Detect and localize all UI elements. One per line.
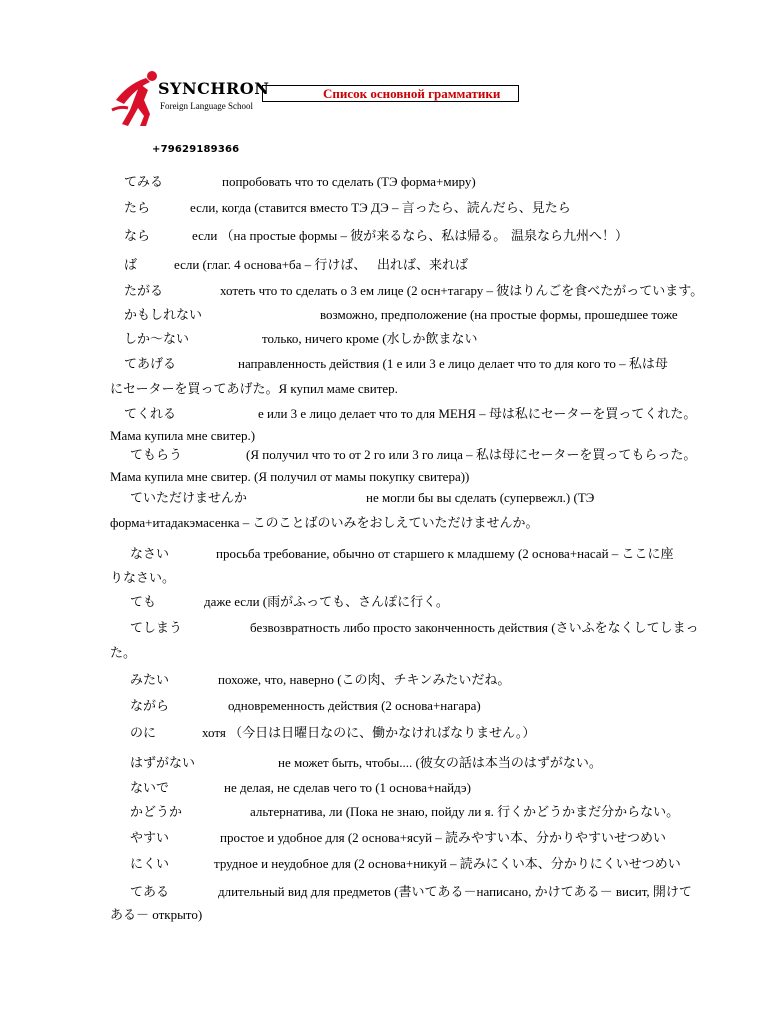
grammar-term: たら (124, 200, 151, 215)
grammar-term: やすい (130, 830, 170, 845)
grammar-description: даже если (雨がふっても、さんぽに行く。 (204, 594, 449, 609)
grammar-description: попробовать что то сделать (ТЭ форма+миру) (222, 174, 476, 189)
grammar-description: только, ничего кроме (水しか飲まない (262, 331, 478, 346)
grammar-term: てある (130, 884, 170, 899)
grammar-term: てしまう (130, 620, 183, 635)
grammar-term: てもらう (130, 447, 183, 462)
grammar-description-ruby: 温泉なら九州へ！） (511, 228, 629, 243)
school-logo (110, 70, 270, 130)
grammar-description-cont: ある－ открыто) (110, 907, 203, 922)
grammar-term: てみる (124, 174, 164, 189)
grammar-term: なさい (130, 546, 170, 561)
grammar-term: てあげる (124, 356, 177, 371)
grammar-description: альтернатива, ли (Пока не знаю, пойду ли я. 行くかどうかまだ分からない。 (250, 804, 680, 819)
grammar-description: похоже, что, наверно (この肉、チキンみたいだね。 (218, 672, 511, 687)
logo-figure-icon (110, 70, 162, 128)
grammar-description: простое и удобное для (2 основа+ясуй – 読みやすい本、分かりやすいせつめい (220, 830, 667, 845)
grammar-term: たがる (124, 283, 164, 298)
grammar-description: одновременность действия (2 основа+нагара) (228, 698, 481, 713)
grammar-description: длительный вид для предметов (書いてある－написано, かけてある－ висит, 開けて (218, 884, 692, 899)
grammar-term: かもしれない (124, 307, 203, 322)
phone-number: +79629189366 (152, 144, 240, 155)
grammar-term: かどうか (130, 804, 183, 819)
grammar-description: направленность действия (1 е или 3 е лицо делает что то для кого то – 私は母 (238, 356, 668, 371)
grammar-description-cont: た。 (110, 645, 137, 660)
grammar-description: если （на простые формы – 彼が来るなら、私は帰る。 (192, 228, 507, 243)
grammar-description-cont: Мама купила мне свитер. (Я получил от мамы покупку свитера)) (110, 469, 470, 484)
grammar-term: みたい (130, 672, 170, 687)
grammar-term: ても (130, 594, 157, 609)
grammar-description-cont: にセーターを買ってあげた。Я купил маме свитер. (110, 381, 398, 396)
grammar-term: にくい (130, 856, 170, 871)
grammar-description-cont: форма+итадакэмасенка – このことばのいみをおしえていただけませんか。 (110, 515, 539, 530)
grammar-description: трудное и неудобное для (2 основа+никуй – 読みにくい本、分かりにくいせつめい (214, 856, 681, 871)
school-subtitle: Foreign Language School (160, 101, 253, 111)
brand-name: SYNCHRON (158, 79, 270, 98)
grammar-term: しか～ない (124, 331, 190, 346)
grammar-description: возможно, предположение (на простые формы, прошедшее тоже (320, 307, 678, 322)
grammar-term: ないで (130, 780, 170, 795)
grammar-description: если (глаг. 4 основа+ба – 行けば、 (174, 257, 367, 272)
grammar-term: はずがない (130, 755, 196, 770)
grammar-term: てくれる (124, 406, 177, 421)
page-title: Список основной грамматики (323, 86, 501, 101)
grammar-term: ば (124, 257, 138, 272)
grammar-term: のに (130, 725, 157, 740)
grammar-description: не могли бы вы сделать (супервежл.) (ТЭ (366, 490, 595, 505)
grammar-description: не делая, не сделав чего то (1 основа+найдэ) (224, 780, 471, 795)
grammar-description: е или 3 е лицо делает что то для МЕНЯ – 母は私にセーターを買ってくれた。 (258, 406, 697, 421)
grammar-description: хотя （今日は日曜日なのに、働かなければなりません。） (202, 725, 536, 740)
grammar-term: なら (124, 228, 151, 243)
grammar-description: если, когда (ставится вместо ТЭ ДЭ – 言ったら、読んだら、見たら (190, 200, 571, 215)
grammar-description: хотеть что то сделать о 3 ем лице (2 осн+тагару – 彼はりんごを食べたがっています。 (220, 283, 704, 298)
grammar-description-ruby: 出れば、来れば (377, 257, 469, 272)
grammar-description: безвозвратность либо просто законченность действия (さいふをなくしてしまっ (250, 620, 699, 635)
grammar-term: ながら (130, 698, 170, 713)
grammar-description-cont: Мама купила мне свитер.) (110, 428, 256, 443)
grammar-description: не может быть, чтобы.... (彼女の話は本当のはずがない。 (278, 755, 602, 770)
grammar-description-cont: りなさい。 (110, 570, 176, 585)
title-box (262, 85, 519, 102)
grammar-description: просьба требование, обычно от старшего к младшему (2 основа+насай – ここに座 (216, 546, 674, 561)
grammar-term: ていただけませんか (130, 490, 248, 505)
grammar-description: (Я получил что то от 2 го или 3 го лица – 私は母にセーターを買ってもらった。 (246, 447, 697, 462)
